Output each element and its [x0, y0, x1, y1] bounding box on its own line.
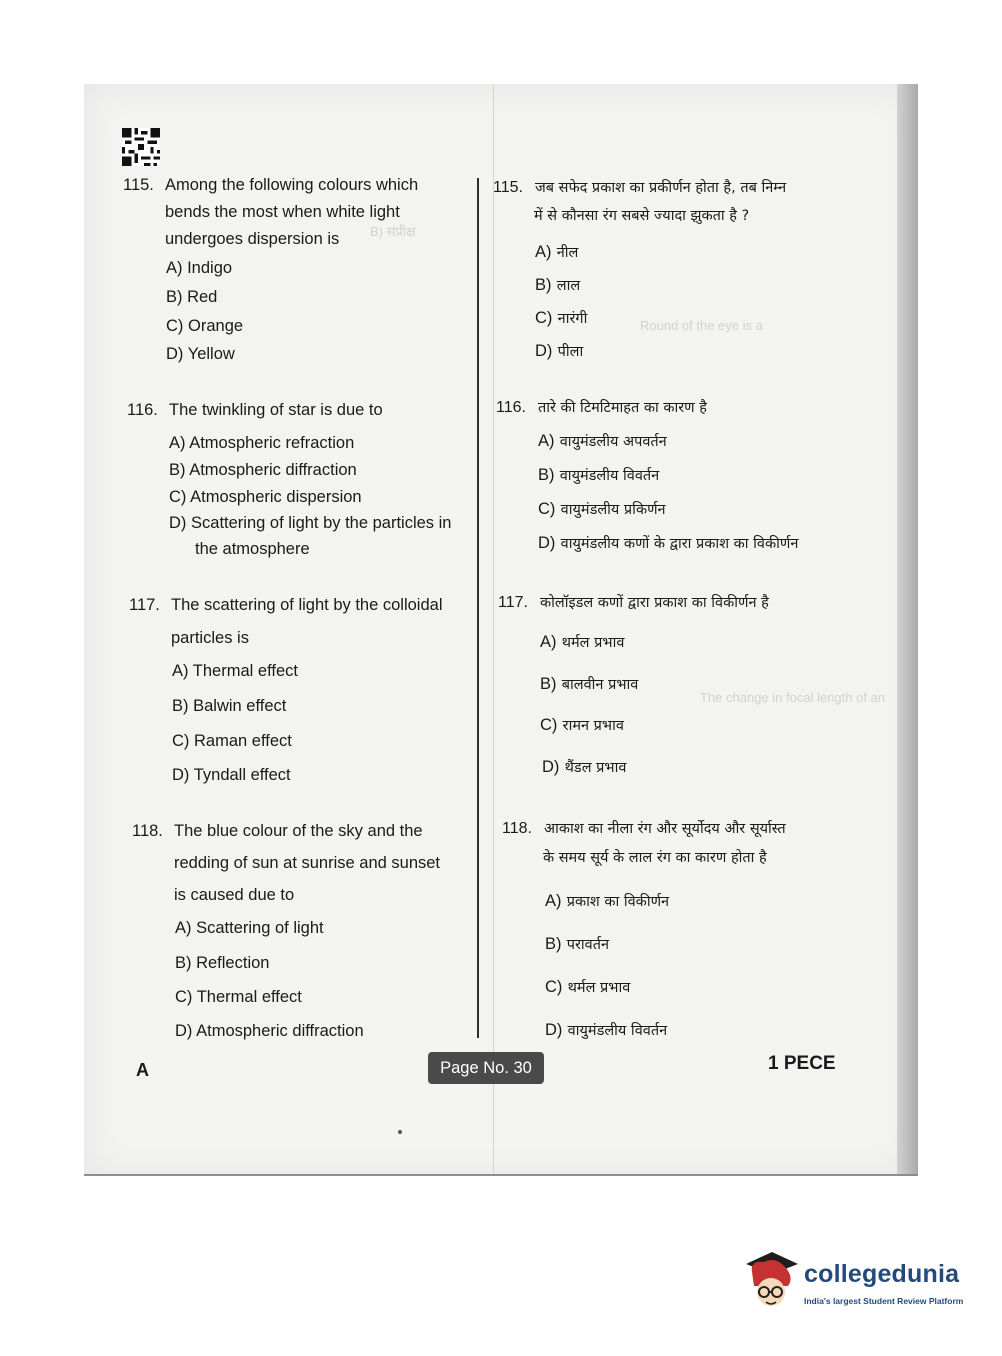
- mascot-icon: [742, 1250, 800, 1312]
- question-stem: में से कौनसा रंग सबसे ज्यादा झुकता है ?: [534, 208, 750, 224]
- option-b: B) परावर्तन: [545, 935, 610, 953]
- logo-tagline: India's largest Student Review Platform: [804, 1296, 964, 1306]
- page-fold-line: [493, 84, 494, 1176]
- question-number: 117.: [129, 596, 160, 614]
- question-stem: जब सफेद प्रकाश का प्रकीर्णन होता है, तब निम्न: [535, 180, 787, 196]
- option-a: A) Indigo: [166, 259, 233, 277]
- question-stem: के समय सूर्य के लाल रंग का कारण होता है: [543, 850, 767, 866]
- bleed-through-text: B) संप्रीक्ष: [370, 224, 416, 239]
- page-edge-shadow: [897, 84, 918, 1176]
- question-stem: bends the most when white light: [165, 203, 400, 221]
- option-c: C) Orange: [166, 317, 244, 335]
- question-number: 116.: [496, 399, 526, 416]
- question-stem: तारे की टिमटिमाहत का कारण है: [538, 400, 707, 416]
- option-b: B) Balwin effect: [172, 697, 287, 715]
- question-stem: is caused due to: [174, 886, 295, 904]
- option-b: B) Atmospheric diffraction: [169, 461, 357, 479]
- stray-mark: [398, 1130, 402, 1134]
- option-a: A) Scattering of light: [175, 919, 324, 937]
- question-number: 117.: [498, 594, 528, 611]
- qr-code-icon: [122, 128, 160, 166]
- option-b: B) वायुमंडलीय विवर्तन: [538, 466, 660, 484]
- paper-code: 1 PECE: [768, 1053, 836, 1074]
- option-d: D) पीला: [535, 342, 584, 360]
- booklet-series: A: [136, 1060, 149, 1080]
- option-a: A) नील: [535, 243, 579, 261]
- option-d: D) Atmospheric diffraction: [175, 1022, 364, 1040]
- question-number: 115.: [493, 179, 523, 196]
- question-stem: The twinkling of star is due to: [169, 401, 383, 419]
- option-d: D) Tyndall effect: [172, 766, 291, 784]
- option-d: D) वायुमंडलीय कणों के द्वारा प्रकाश का विकीर्णन: [538, 534, 799, 552]
- question-stem: कोलॉइडल कणों द्वारा प्रकाश का विकीर्णन है: [540, 595, 769, 611]
- option-a: A) Thermal effect: [172, 662, 298, 680]
- question-stem: redding of sun at sunrise and sunset: [174, 854, 441, 872]
- option-a: A) Atmospheric refraction: [169, 434, 355, 452]
- question-stem: undergoes dispersion is: [165, 230, 340, 248]
- option-a: A) प्रकाश का विकीर्णन: [545, 892, 670, 910]
- option-d: D) Yellow: [166, 345, 235, 363]
- option-c: C) नारंगी: [535, 309, 588, 327]
- option-c: C) Atmospheric dispersion: [169, 488, 362, 506]
- bleed-through-text: The change in focal length of an: [700, 690, 886, 705]
- question-number: 115.: [123, 176, 154, 194]
- option-b: B) Reflection: [175, 954, 270, 972]
- bleed-through-text: Round of the eye is a: [640, 318, 763, 333]
- option-d: D) Scattering of light by the particles in: [169, 514, 452, 532]
- page-number-badge: Page No. 30: [428, 1052, 544, 1084]
- option-b: B) Red: [166, 288, 218, 306]
- option-c: C) वायुमंडलीय प्रकिर्णन: [538, 500, 666, 518]
- option-d: D) थैंडल प्रभाव: [542, 758, 627, 776]
- question-stem: The blue colour of the sky and the: [174, 822, 423, 840]
- option-a: A) वायुमंडलीय अपवर्तन: [538, 432, 667, 450]
- page-bottom-edge: [84, 1174, 918, 1176]
- question-stem: The scattering of light by the colloidal: [171, 596, 443, 614]
- question-number: 118.: [132, 822, 163, 840]
- question-stem: आकाश का नीला रंग और सूर्योदय और सूर्यास्त: [544, 821, 786, 837]
- collegedunia-logo[interactable]: [742, 1250, 972, 1316]
- question-stem: particles is: [171, 629, 249, 647]
- option-a: A) थर्मल प्रभाव: [540, 633, 625, 651]
- option-c: C) थर्मल प्रभाव: [545, 978, 631, 996]
- logo-wordmark: collegedunia: [804, 1260, 960, 1288]
- option-d: D) वायुमंडलीय विवर्तन: [545, 1021, 668, 1039]
- option-c: C) Thermal effect: [175, 988, 302, 1006]
- option-b: B) लाल: [535, 276, 581, 294]
- option-d-continued: the atmosphere: [195, 540, 310, 558]
- option-c: C) रामन प्रभाव: [540, 716, 624, 734]
- question-number: 118.: [502, 820, 532, 837]
- question-stem: Among the following colours which: [165, 176, 419, 194]
- option-b: B) बालवीन प्रभाव: [540, 675, 639, 693]
- column-divider: [477, 178, 479, 1038]
- question-number: 116.: [127, 401, 158, 419]
- option-c: C) Raman effect: [172, 732, 292, 750]
